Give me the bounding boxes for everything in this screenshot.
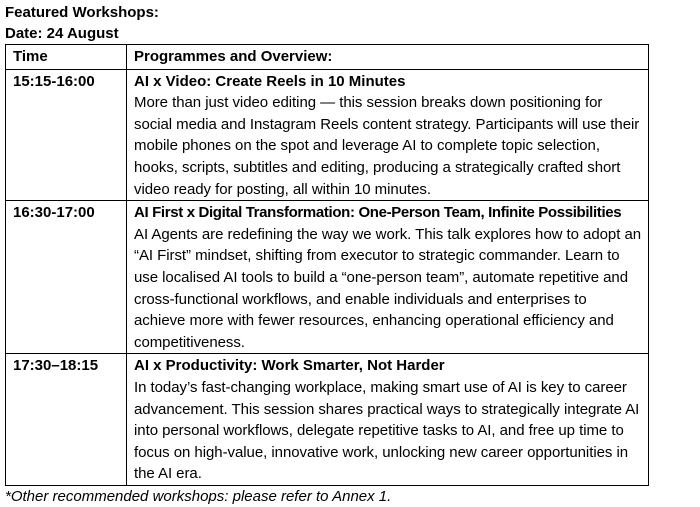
session-overview	[127, 201, 649, 354]
table-row	[6, 69, 649, 201]
session-overview	[127, 354, 649, 486]
table-header-row	[6, 45, 649, 70]
table-row	[6, 354, 649, 486]
session-time: 15:15-16:00	[6, 69, 127, 201]
table-row	[6, 201, 649, 354]
page-title: Featured Workshops:	[5, 4, 159, 21]
session-description: More than just video editing — this session breaks down positioning for social media and Instagram Reels content strategy. Participants will use their mobile phones on the spot and leverage AI to complete topic selection, hooks, scripts, subtitles and editing, producing a strategically crafted short video ready for posting, all within 10 minutes.	[134, 94, 640, 198]
session-time: 17:30–18:15	[6, 354, 127, 486]
workshop-schedule-table	[5, 44, 649, 486]
column-header-programmes: Programmes and Overview:	[127, 45, 649, 70]
document	[5, 2, 648, 507]
footnote: *Other recommended workshops: please refer to Annex 1.	[5, 487, 392, 505]
session-overview	[127, 69, 649, 201]
session-description: In today’s fast-changing workplace, making smart use of AI is key to career advancement. This session shares practical ways to strategically integrate AI into personal workflows, delegate repetitive tasks to AI, and free up time to focus on high-value, innovative work, unlocking new career opportunities in the AI era.	[134, 378, 640, 483]
session-title: AI First x Digital Transformation: One-Person Team, Infinite Possibilities	[134, 204, 622, 222]
session-title: AI x Video: Create Reels in 10 Minutes	[134, 72, 406, 90]
session-time: 16:30-17:00	[6, 201, 127, 354]
event-date: Date: 24 August	[5, 25, 119, 42]
session-title: AI x Productivity: Work Smarter, Not Harder	[134, 357, 445, 375]
session-description: AI Agents are redefining the way we work. This talk explores how to adopt an “AI First” mindset, shifting from executor to strategic commander. Learn to use localised AI tools to build a “one-person team”, automate repetitive and cross-functional workflows, and enable individuals and enterprises to achieve more with fewer resources, enhancing operational efficiency and competitiveness.	[134, 225, 642, 351]
column-header-time: Time	[6, 45, 127, 70]
